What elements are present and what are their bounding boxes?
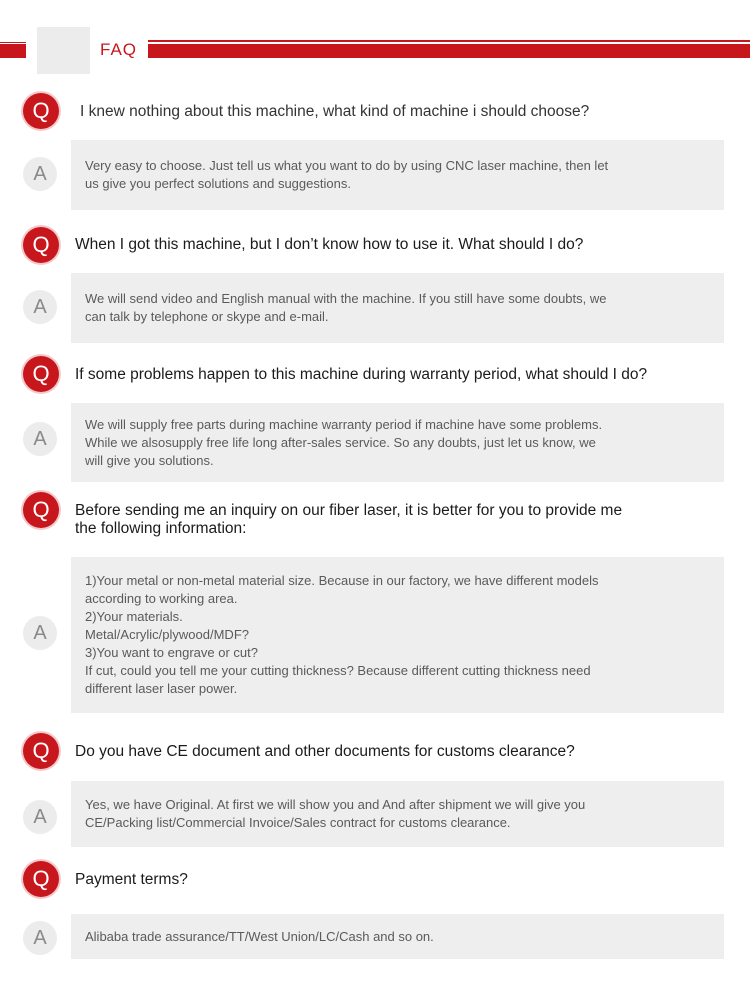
answer-box bbox=[71, 781, 724, 847]
answer-box bbox=[71, 914, 724, 959]
page-title: FAQ bbox=[100, 40, 138, 59]
answer-badge: A bbox=[23, 290, 57, 324]
question-text: Before sending me an inquiry on our fiber laser, it is better for you to provide me the following information: bbox=[75, 502, 623, 537]
question-text: If some problems happen to this machine during warranty period, what should I do? bbox=[75, 366, 648, 383]
answer-text: Yes, we have Original. At first we will show you and And after shipment we will give you CE/Packing list/Commercial Invoice/Sales contract for customs clearance. bbox=[85, 797, 586, 830]
question-badge: Q bbox=[23, 227, 59, 263]
answer-text: Very easy to choose. Just tell us what you want to do by using CNC laser machine, then let us give you perfect solutions and suggestions. bbox=[85, 158, 609, 191]
answer-box bbox=[71, 140, 724, 210]
answer-text: 1)Your metal or non-metal material size. Because in our factory, we have different models according to working area. 2)Your materials. Metal/Acrylic/plywood/MDF? 3)You want to engrave or cut? If cut, could you tell me your cutting thickness? Because different cutting thickness need different laser laser power. bbox=[85, 573, 599, 696]
answer-text: Alibaba trade assurance/TT/West Union/LC/Cash and so on. bbox=[85, 928, 434, 944]
answer-badge: A bbox=[23, 616, 57, 650]
header-rule-left-thin bbox=[0, 42, 26, 43]
question-text: Payment terms? bbox=[75, 871, 188, 888]
question-text: When I got this machine, but I don’t know how to use it. What should I do? bbox=[75, 236, 584, 253]
header-rule-right bbox=[148, 44, 750, 58]
answer-badge: A bbox=[23, 157, 57, 191]
answer-text: We will supply free parts during machine warranty period if machine have some problems. While we alsosupply free life long after-sales service. So any doubts, just let us know, we will give you solutions. bbox=[85, 416, 603, 468]
answer-badge: A bbox=[23, 422, 57, 456]
question-badge: Q bbox=[23, 93, 59, 129]
answer-badge: A bbox=[23, 921, 57, 955]
question-text: Do you have CE document and other documents for customs clearance? bbox=[75, 743, 575, 760]
answer-text: We will send video and English manual with the machine. If you still have some doubts, we can talk by telephone or skype and e-mail. bbox=[85, 291, 607, 324]
header-rule-right-thin bbox=[148, 40, 750, 42]
answer-badge: A bbox=[23, 800, 57, 834]
answer-box bbox=[71, 557, 724, 713]
question-text: I knew nothing about this machine, what kind of machine i should choose? bbox=[80, 103, 590, 120]
answer-box bbox=[71, 273, 724, 343]
header-rule-left bbox=[0, 44, 26, 58]
header-square-decoration bbox=[37, 27, 90, 74]
answer-box bbox=[71, 403, 724, 482]
question-badge: Q bbox=[23, 356, 59, 392]
question-badge: Q bbox=[23, 861, 59, 897]
question-badge: Q bbox=[23, 733, 59, 769]
question-badge: Q bbox=[23, 492, 59, 528]
